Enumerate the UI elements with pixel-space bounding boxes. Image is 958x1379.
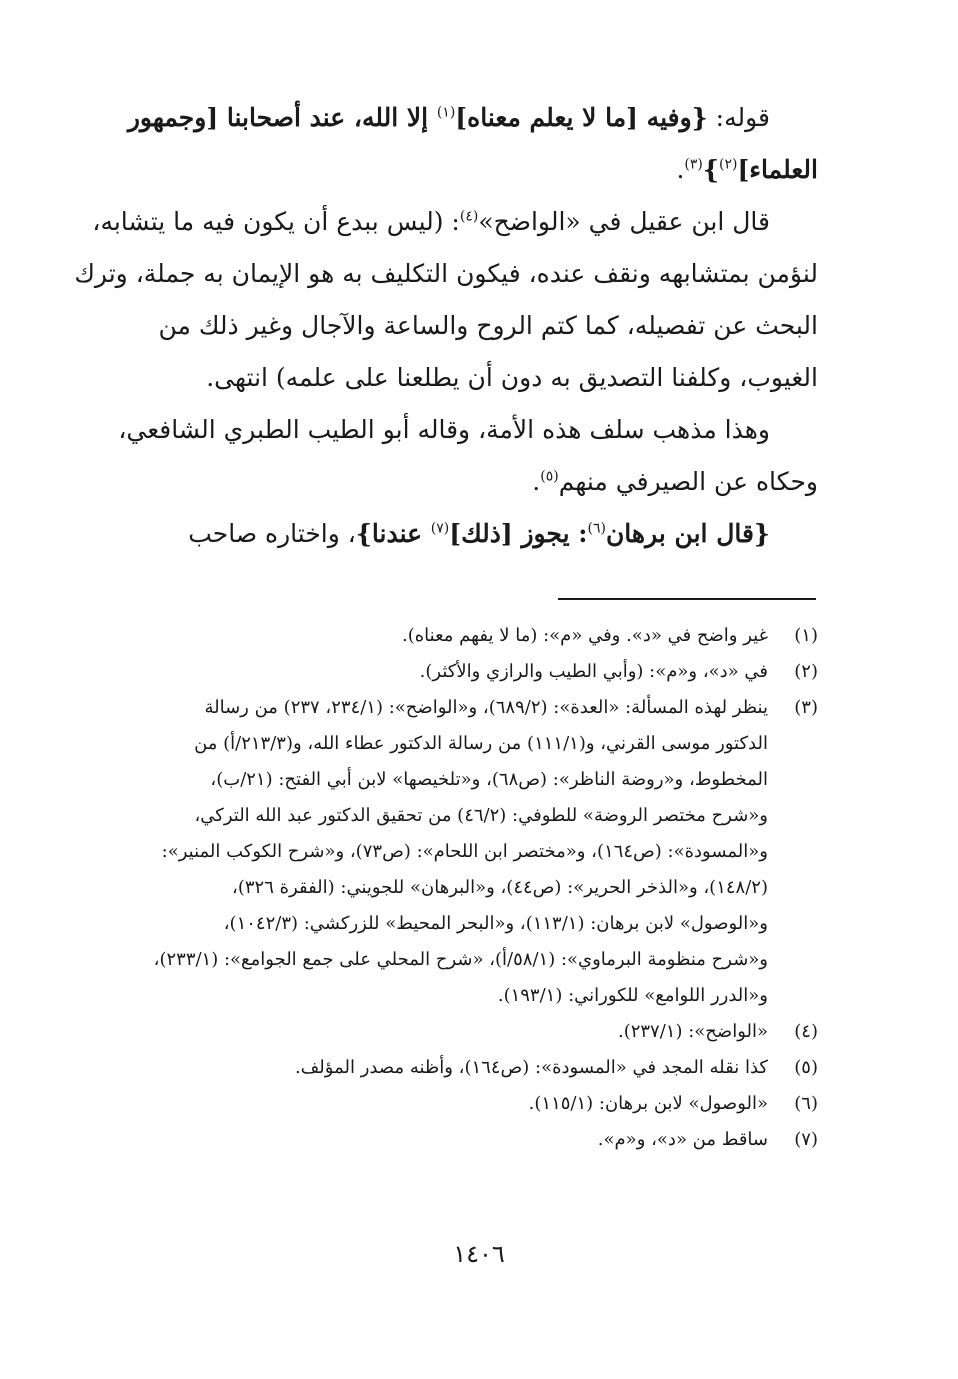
footnote-marker[interactable]: (٢) [718, 156, 738, 173]
footnote-marker[interactable]: (٧) [430, 520, 450, 537]
footnote-line: و«شرح منظومة البرماوي»: (٥٨/١/أ)، «شرح المحلي على جمع الجوامع»: (٢٣٣/١)، [153, 949, 768, 970]
footnote-line: الدكتور موسى القرني، و(١١١/١) من رسالة الدكتور عطاء الله، و(٢١٣/٣/أ) من [194, 733, 768, 754]
text-run: العلماء] [737, 155, 818, 184]
main-text-line [118, 404, 818, 456]
footnote-line: و«المسودة»: (ص١٦٤)، و«مختصر ابن اللحام»: (ص٧٣)، و«شرح الكوكب المنير»: [161, 841, 768, 862]
footnote-number: (٤) [794, 1021, 818, 1042]
footnote-text [140, 1050, 768, 1086]
footnote-line: في «د»، و«م»: (وأبي الطيب والرازي والأكثر). [419, 661, 768, 682]
main-text-line [74, 248, 818, 300]
footnote-text [140, 654, 768, 690]
text-run: عندنا} [355, 519, 431, 548]
footnote-text [140, 690, 768, 1014]
footnote-number: (٧) [794, 1129, 818, 1150]
footnote-line: كذا نقله المجد في «المسودة»: (ص١٦٤)، وأظنه مصدر المؤلف. [294, 1057, 768, 1078]
footnote-line: «الوصول» لابن برهان: (١١٥/١). [528, 1093, 768, 1114]
text-run: . [532, 467, 541, 496]
footnote-marker[interactable]: (٣) [684, 156, 703, 173]
footnote-number: (١) [794, 625, 818, 646]
text-run: ، واختاره صاحب [188, 519, 356, 548]
text-run: {قال ابن برهان [605, 519, 770, 548]
footnote-line: ساقط من «د»، و«م». [597, 1129, 768, 1150]
text-run: } [702, 155, 719, 184]
footnote-line: و«الدرر اللوامع» للكوراني: (١٩٣/١). [497, 985, 768, 1006]
footnote-item [140, 690, 818, 1014]
footnote-marker[interactable]: (١) [436, 104, 456, 121]
footnotes-block [140, 618, 818, 1158]
footnote-item [140, 618, 818, 654]
footnote-number: (٢) [794, 661, 818, 682]
footnote-number: (٣) [794, 697, 818, 718]
footnote-text [140, 618, 768, 654]
footnote-separator [558, 598, 816, 600]
text-run: : (ليس ببدع أن يكون فيه ما يتشابه، [92, 207, 460, 236]
footnote-number: (٦) [794, 1093, 818, 1114]
main-text-line [140, 456, 818, 508]
footnote-line: المخطوط، و«روضة الناظر»: (ص٦٨)، و«تلخيصها» لابن أبي الفتح: (٢١/ب)، [210, 769, 768, 790]
main-text-line [140, 144, 818, 196]
main-text-line [92, 196, 818, 248]
footnote-text [140, 1014, 768, 1050]
text-run: إلا الله، عند أصحابنا [وجمهور [127, 103, 437, 132]
footnote-line: ينظر لهذه المسألة: «العدة»: (٦٨٩/٢)، و«الواضح»: (٢٣٤/١، ٢٣٧) من رسالة [204, 697, 768, 718]
text-run: البحث عن تفصيله، كما كتم الروح والساعة والآجال وغير ذلك من [158, 311, 818, 340]
footnote-item [140, 1086, 818, 1122]
footnote-line: (١٤٨/٢)، و«الذخر الحرير»: (ص٤٤)، و«البرهان» للجويني: (الفقرة ٣٢٦)، [232, 877, 768, 898]
footnote-line: و«شرح مختصر الروضة» للطوفي: (٤٦/٢) من تحقيق الدكتور عبد الله التركي، [194, 805, 768, 826]
footnote-line: و«الوصول» لابن برهان: (١١٣/١)، و«البحر المحيط» للزركشي: (١٠٤٢/٣)، [223, 913, 768, 934]
text-run: وهذا مذهب سلف هذه الأمة، وقاله أبو الطيب الطبري الشافعي، [118, 415, 770, 444]
main-text-line [140, 300, 818, 352]
footnote-number: (٥) [794, 1057, 818, 1078]
page-number: ١٤٠٦ [453, 1240, 505, 1268]
text-run: الغيوب، وكلفنا التصديق به دون أن يطلعنا على علمه) انتهى. [206, 363, 818, 392]
text-run: لنؤمن بمتشابهه ونقف عنده، فيكون التكليف به هو الإيمان به جملة، وترك [74, 259, 818, 288]
main-text-block [74, 92, 818, 560]
footnote-text [140, 1122, 768, 1158]
text-run: قال ابن عقيل في «الواضح» [478, 207, 770, 236]
footnote-item [140, 654, 818, 690]
text-run: . [676, 155, 685, 184]
footnote-marker[interactable]: (٦) [587, 520, 606, 537]
footnote-item [140, 1050, 818, 1086]
footnote-item [140, 1122, 818, 1158]
footnote-line: «الواضح»: (٢٣٧/١). [617, 1021, 768, 1042]
footnote-marker[interactable]: (٥) [540, 468, 559, 485]
footnote-item [140, 1014, 818, 1050]
footnote-line: غير واضح في «د». وفي «م»: (ما لا يفهم معناه). [402, 625, 768, 646]
footnote-marker[interactable]: (٤) [459, 208, 479, 225]
main-text-line [140, 508, 818, 560]
main-text-line [140, 352, 818, 404]
footnote-text [140, 1086, 768, 1122]
text-run: وحكاه عن الصيرفي منهم [558, 467, 818, 496]
main-text-line [127, 92, 818, 144]
text-run: قوله: [707, 103, 770, 132]
text-run: : يجوز [ذلك] [449, 519, 588, 548]
text-run: {وفيه [ما لا يعلم معناه] [455, 103, 708, 132]
